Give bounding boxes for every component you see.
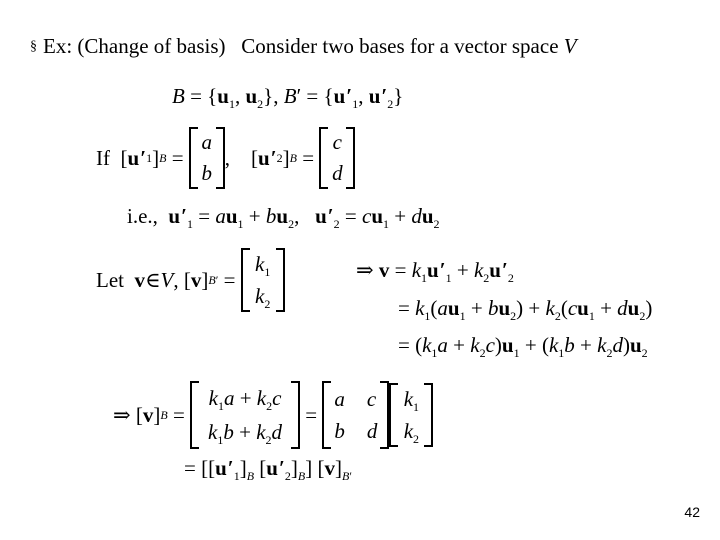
if-coordinates: If [ u ′ 1 ] B = a b , [ u ′ 2 ] B = c d <box>96 126 355 190</box>
implication-line-1: ⇒ $v = k_1u'_1 + k_2u'_2$ <box>356 258 514 285</box>
let-label: Let <box>96 267 124 292</box>
matrix-k1-k2-right: $k_1$ $k_2$ <box>389 383 433 447</box>
if-label: If <box>96 145 110 170</box>
implication-line-2: = $k_1(au_1 + bu_2) + k_2(cu_1 + du_2)$ <box>398 296 653 323</box>
transition-matrix-line: = [$[u'_1]_B$ $[u'_2]_B$] $[v]_{B'}$ <box>184 456 352 483</box>
matrix-k1-k2: $k_1$ $k_2$ <box>241 248 285 312</box>
header-prefix: Ex: (Change of basis) <box>43 34 226 58</box>
ie-label: i.e., <box>127 204 158 228</box>
matrix-a-b: a b <box>189 127 225 189</box>
matrix-abcd: a c b d <box>322 381 389 449</box>
bases-definition: $B = \{u_1$, $u_2$}, $B' = \{u'_1$, $u'_2$} <box>172 84 404 111</box>
header-var: V <box>563 34 577 58</box>
matrix-combined: $k_1a + k_2c$ $k_1b + k_2d$ <box>190 381 300 449</box>
matrix-c-d: c d <box>319 127 355 189</box>
final-result: ⇒ [ v ] B = $k_1a + k_2c$ $k_1b + k_2d$ = a c b d $k_1$ $k_2$ <box>113 380 433 450</box>
ie-line: i.e., $u'_1 = au_1 + bu_2$, $u'_2 = cu_1 + du_2$ <box>127 204 440 231</box>
let-line: Let v ∈ V , [ v ] B′ = $k_1$ $k_2$ <box>96 247 285 313</box>
header-text: Consider two bases for a vector space <box>241 34 559 58</box>
bullet-marker: § <box>30 39 37 54</box>
page-number: 42 <box>684 504 700 520</box>
slide-title <box>30 34 577 59</box>
implication-line-3: = $(k_1a + k_2c)u_1 + (k_1b + k_2d)u_2$ <box>398 333 648 360</box>
